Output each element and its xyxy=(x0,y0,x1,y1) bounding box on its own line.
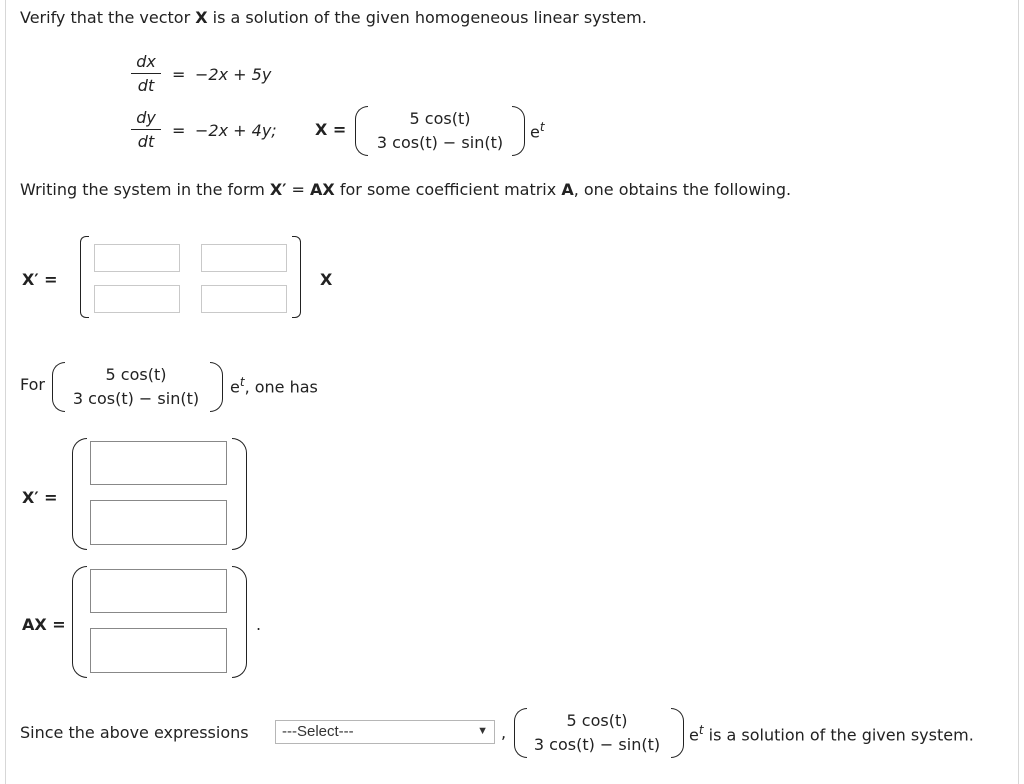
equals-sign: = xyxy=(172,65,186,84)
matrix-right-bracket xyxy=(292,236,301,318)
matrix-a21-input[interactable] xyxy=(94,285,180,313)
exp-power: t xyxy=(698,723,704,737)
matrix-a22-input[interactable] xyxy=(201,285,287,313)
xprime-top-input[interactable] xyxy=(90,441,227,485)
sentence-part: , one obtains the following. xyxy=(573,180,792,199)
fraction-numerator: dy xyxy=(131,108,161,130)
left-paren xyxy=(72,438,87,550)
equation-1-rhs: −2x + 5y xyxy=(195,65,272,84)
fraction-dy-dt xyxy=(131,108,161,151)
right-paren xyxy=(232,438,247,550)
left-paren xyxy=(72,566,87,678)
conclusion-comma: , xyxy=(501,723,507,742)
ax-bottom-input[interactable] xyxy=(90,628,227,673)
exponential-factor xyxy=(530,120,545,141)
prompt-vector: X xyxy=(195,8,208,27)
conclusion-text: is a solution of the given system. xyxy=(703,725,974,745)
exp-base: e xyxy=(230,377,240,397)
ax-eq-lhs: AX = xyxy=(22,615,66,634)
vector-x-top: 5 cos(t) xyxy=(409,109,471,128)
fraction-denominator: dt xyxy=(137,76,155,95)
exp-base: e xyxy=(689,725,699,745)
matrix-left-bracket xyxy=(80,236,89,318)
conclusion-select[interactable] xyxy=(275,720,495,744)
for-vector-top: 5 cos(t) xyxy=(105,365,167,384)
right-paren xyxy=(671,708,684,758)
ax-top-input[interactable] xyxy=(90,569,227,613)
matrix-eq-lhs: X′ = xyxy=(22,270,58,289)
equation-2-rhs: −2x + 4y; xyxy=(195,121,277,140)
sentence-ax: AX xyxy=(310,180,335,199)
sentence-part: = xyxy=(286,180,311,199)
exp-power: t xyxy=(239,375,245,389)
question-prompt xyxy=(20,8,647,27)
prompt-lead: Verify that the vector xyxy=(20,8,196,27)
for-label: For xyxy=(20,375,45,394)
for-line-text: , one has xyxy=(244,377,318,397)
for-line-tail xyxy=(230,375,318,396)
sentence-xprime: X′ xyxy=(269,180,287,199)
exp-base: e xyxy=(530,122,540,142)
ax-eq-period: . xyxy=(256,615,262,634)
conclusion-lead: Since the above expressions xyxy=(20,723,249,742)
conclusion-vector-bottom: 3 cos(t) − sin(t) xyxy=(533,735,661,754)
vector-x-bottom: 3 cos(t) − sin(t) xyxy=(376,133,504,152)
fraction-denominator: dt xyxy=(137,132,155,151)
equals-sign: = xyxy=(172,121,186,140)
right-paren xyxy=(232,566,247,678)
conclusion-vector-top: 5 cos(t) xyxy=(566,711,628,730)
exp-power: t xyxy=(539,120,545,134)
sentence-part: for some coefficient matrix xyxy=(334,180,562,199)
right-paren xyxy=(512,106,525,156)
sentence-part: Writing the system in the form xyxy=(20,180,270,199)
right-paren xyxy=(210,362,223,412)
for-vector-bottom: 3 cos(t) − sin(t) xyxy=(72,389,200,408)
prompt-tail: is a solution of the given homogeneous linear system. xyxy=(207,8,647,27)
fraction-numerator: dx xyxy=(131,52,161,74)
select-value: ---Select--- xyxy=(282,723,354,740)
vector-x-label: X = xyxy=(315,120,347,139)
sentence-a: A xyxy=(561,180,574,199)
form-sentence xyxy=(20,180,791,199)
matrix-a12-input[interactable] xyxy=(201,244,287,272)
matrix-eq-rhs-var: X xyxy=(320,270,333,289)
xprime-bottom-input[interactable] xyxy=(90,500,227,545)
matrix-a11-input[interactable] xyxy=(94,244,180,272)
chevron-down-icon: ▼ xyxy=(477,725,488,737)
xprime-eq-lhs: X′ = xyxy=(22,488,58,507)
conclusion-tail xyxy=(689,723,974,744)
fraction-dx-dt xyxy=(131,52,161,95)
